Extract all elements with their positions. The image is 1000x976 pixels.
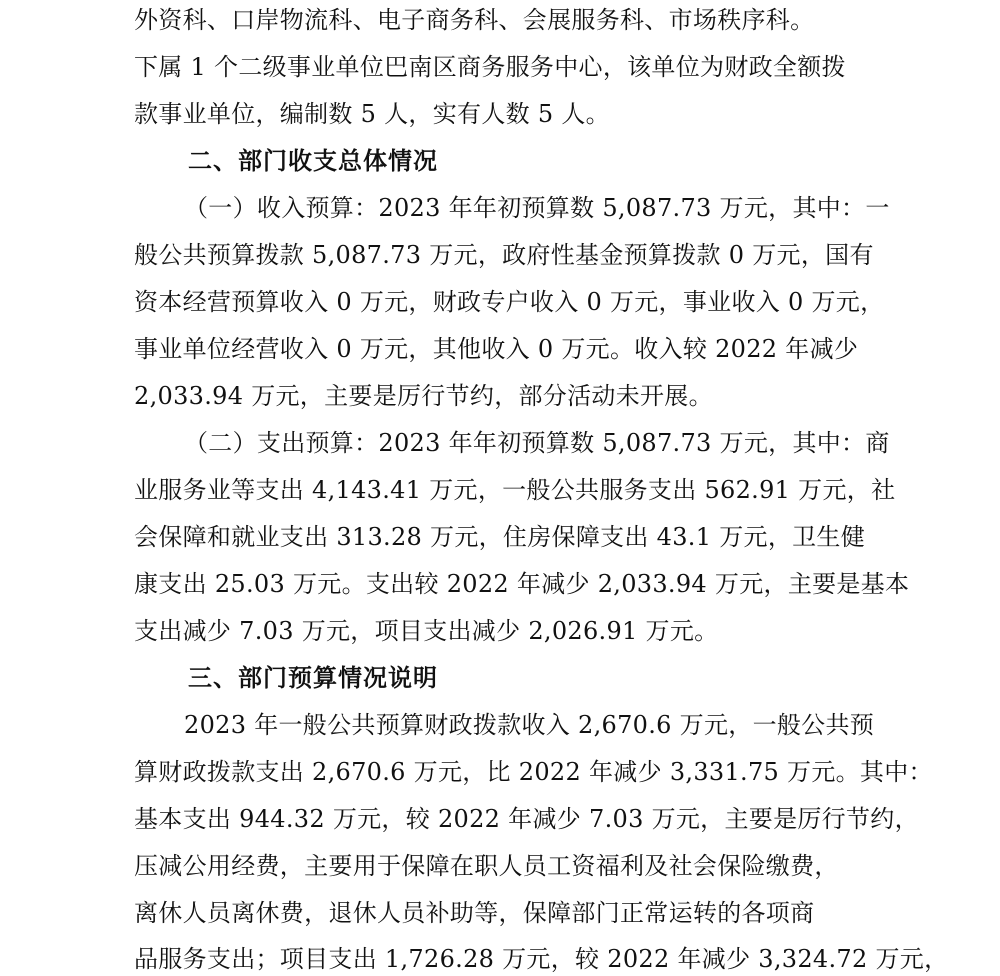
paragraph-line: 外资科、口岸物流科、电子商务科、会展服务科、市场秩序科。 (134, 6, 815, 34)
paragraph-line: 离休人员离休费，退休人员补助等，保障部门正常运转的各项商 (134, 899, 815, 927)
section-heading: 三、部门预算情况说明 (188, 664, 438, 692)
paragraph-line: 款事业单位，编制数 5 人，实有人数 5 人。 (134, 100, 610, 128)
paragraph-line: （二）支出预算：2023 年年初预算数 5,087.73 万元，其中：商 (184, 429, 890, 457)
section-heading: 二、部门收支总体情况 (188, 147, 438, 175)
paragraph-line: 压减公用经费，主要用于保障在职人员工资福利及社会保险缴费， (134, 852, 839, 880)
paragraph-line: 基本支出 944.32 万元，较 2022 年减少 7.03 万元，主要是厉行节约， (134, 805, 919, 833)
paragraph-line: 资本经营预算收入 0 万元，财政专户收入 0 万元，事业收入 0 万元， (134, 288, 885, 316)
paragraph-line: 会保障和就业支出 313.28 万元，住房保障支出 43.1 万元，卫生健 (134, 523, 866, 551)
paragraph-line: 康支出 25.03 万元。支出较 2022 年减少 2,033.94 万元，主要是基本 (134, 570, 910, 598)
paragraph-line: 品服务支出；项目支出 1,726.28 万元，较 2022 年减少 3,324.72 万元， (134, 945, 949, 973)
paragraph-line: 业服务业等支出 4,143.41 万元，一般公共服务支出 562.91 万元，社 (134, 476, 896, 504)
paragraph-line: 下属 1 个二级事业单位巴南区商务服务中心，该单位为财政全额拨 (134, 53, 846, 81)
paragraph-line: 支出减少 7.03 万元，项目支出减少 2,026.91 万元。 (134, 617, 719, 645)
paragraph-line: （一）收入预算：2023 年年初预算数 5,087.73 万元，其中：一 (184, 194, 890, 222)
paragraph-line: 2,033.94 万元，主要是厉行节约，部分活动未开展。 (134, 382, 713, 410)
paragraph-line: 事业单位经营收入 0 万元，其他收入 0 万元。收入较 2022 年减少 (134, 335, 859, 363)
paragraph-line: 算财政拨款支出 2,670.6 万元，比 2022 年减少 3,331.75 万元。其中： (134, 758, 933, 786)
paragraph-line: 般公共预算拨款 5,087.73 万元，政府性基金预算拨款 0 万元，国有 (134, 241, 874, 269)
paragraph-line: 2023 年一般公共预算财政拨款收入 2,670.6 万元，一般公共预 (184, 711, 875, 739)
